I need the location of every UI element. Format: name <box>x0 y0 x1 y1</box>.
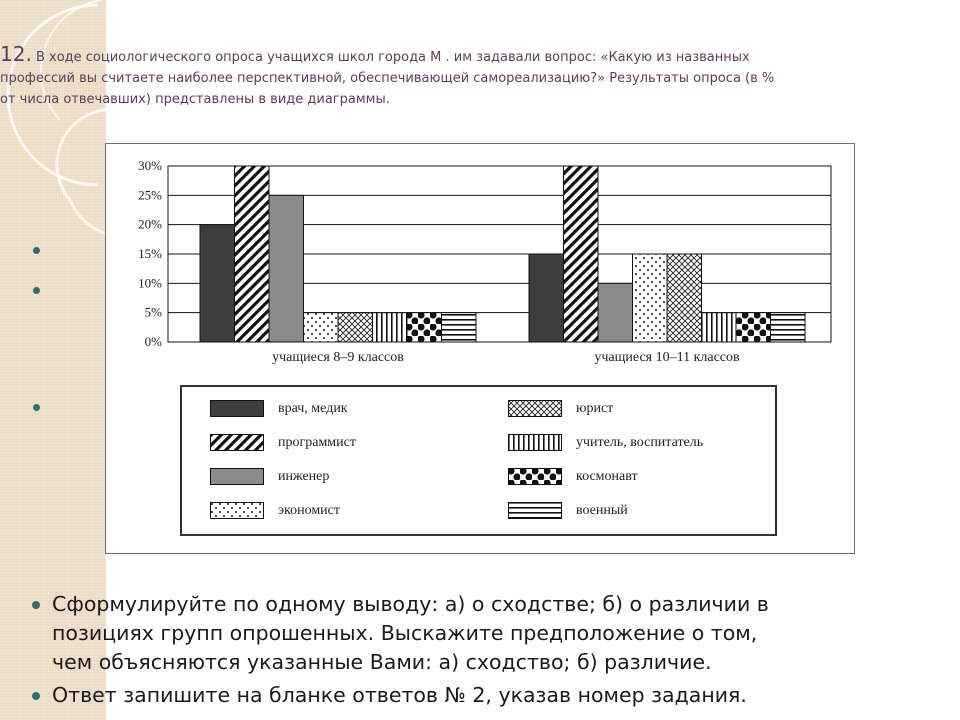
bar <box>667 254 702 342</box>
bar <box>564 166 599 342</box>
y-tick-label: 0% <box>144 334 162 349</box>
legend-label: врач, медик <box>278 401 348 416</box>
x-category-label: учащиеся 10–11 классов <box>594 350 740 365</box>
y-tick-label: 25% <box>138 187 162 203</box>
legend-item <box>508 502 768 522</box>
bullet-icon <box>33 404 40 411</box>
bullet-icon <box>33 247 40 254</box>
instruction-item <box>30 590 930 677</box>
bar <box>269 195 304 342</box>
legend-item <box>508 434 768 454</box>
bullet-icon <box>33 287 40 294</box>
bar <box>633 254 668 342</box>
legend-swatch <box>508 468 562 485</box>
y-tick-label: 20% <box>138 216 162 232</box>
bar <box>338 313 373 342</box>
heading-line: профессий вы считаете наиболее перспективной, обеспечивающей самореализацию?» Результаты опроса (в % <box>0 71 775 86</box>
legend-label: экономист <box>278 503 341 518</box>
legend-item <box>210 400 470 420</box>
legend-swatch <box>210 468 264 485</box>
instruction-line: чем объясняются указанные Вами: а) сходство; б) различие. <box>52 650 712 674</box>
legend-swatch <box>210 502 264 519</box>
legend-label: программист <box>278 435 356 450</box>
legend-label: юрист <box>576 401 614 416</box>
bullet-icon <box>32 692 40 700</box>
bar <box>442 313 477 342</box>
legend-label: военный <box>576 503 628 518</box>
heading-line <box>0 44 930 68</box>
legend-item <box>508 400 768 420</box>
x-category-label: учащиеся 8–9 классов <box>272 350 404 365</box>
task-heading <box>0 44 930 110</box>
legend-label: учитель, воспитатель <box>576 435 704 450</box>
chart-figure <box>105 143 855 554</box>
bar <box>702 313 737 342</box>
heading-line-text: В ходе социологического опроса учащихся школ города М . им задавали вопрос: «Какую из названных <box>31 50 750 65</box>
legend-label: инженер <box>278 469 330 484</box>
legend-swatch <box>508 434 562 451</box>
bar <box>771 313 806 342</box>
instruction-item <box>30 681 930 710</box>
legend-swatch <box>210 434 264 451</box>
legend-item <box>210 468 470 488</box>
bar <box>235 166 270 342</box>
bar <box>736 313 771 342</box>
instruction-line: Ответ запишите на бланке ответов № 2, указав номер задания. <box>52 683 747 707</box>
heading-line: от числа отвечавших) представлены в виде диаграммы. <box>0 92 390 107</box>
bar <box>373 313 408 342</box>
chart-legend <box>180 385 777 536</box>
bar <box>304 313 339 342</box>
legend-swatch <box>210 400 264 417</box>
instruction-line: позициях групп опрошенных. Выскажите предположение о том, <box>52 621 758 645</box>
legend-swatch <box>508 502 562 519</box>
task-number: 12. <box>0 42 32 66</box>
legend-item <box>210 434 470 454</box>
task-instructions <box>30 590 930 710</box>
bullet-icon <box>32 601 40 609</box>
legend-swatch <box>508 400 562 417</box>
legend-label: космонавт <box>576 469 638 484</box>
y-tick-label: 30% <box>138 158 162 173</box>
y-tick-label: 5% <box>144 304 162 320</box>
legend-item <box>508 468 768 488</box>
bar <box>407 313 442 342</box>
instruction-line: Сформулируйте по одному выводу: а) о сходстве; б) о различии в <box>52 592 769 616</box>
y-tick-label: 15% <box>138 246 162 261</box>
bar <box>529 254 564 342</box>
y-tick-label: 10% <box>138 275 162 291</box>
legend-item <box>210 502 470 522</box>
bar <box>598 283 633 342</box>
bar <box>200 225 235 342</box>
